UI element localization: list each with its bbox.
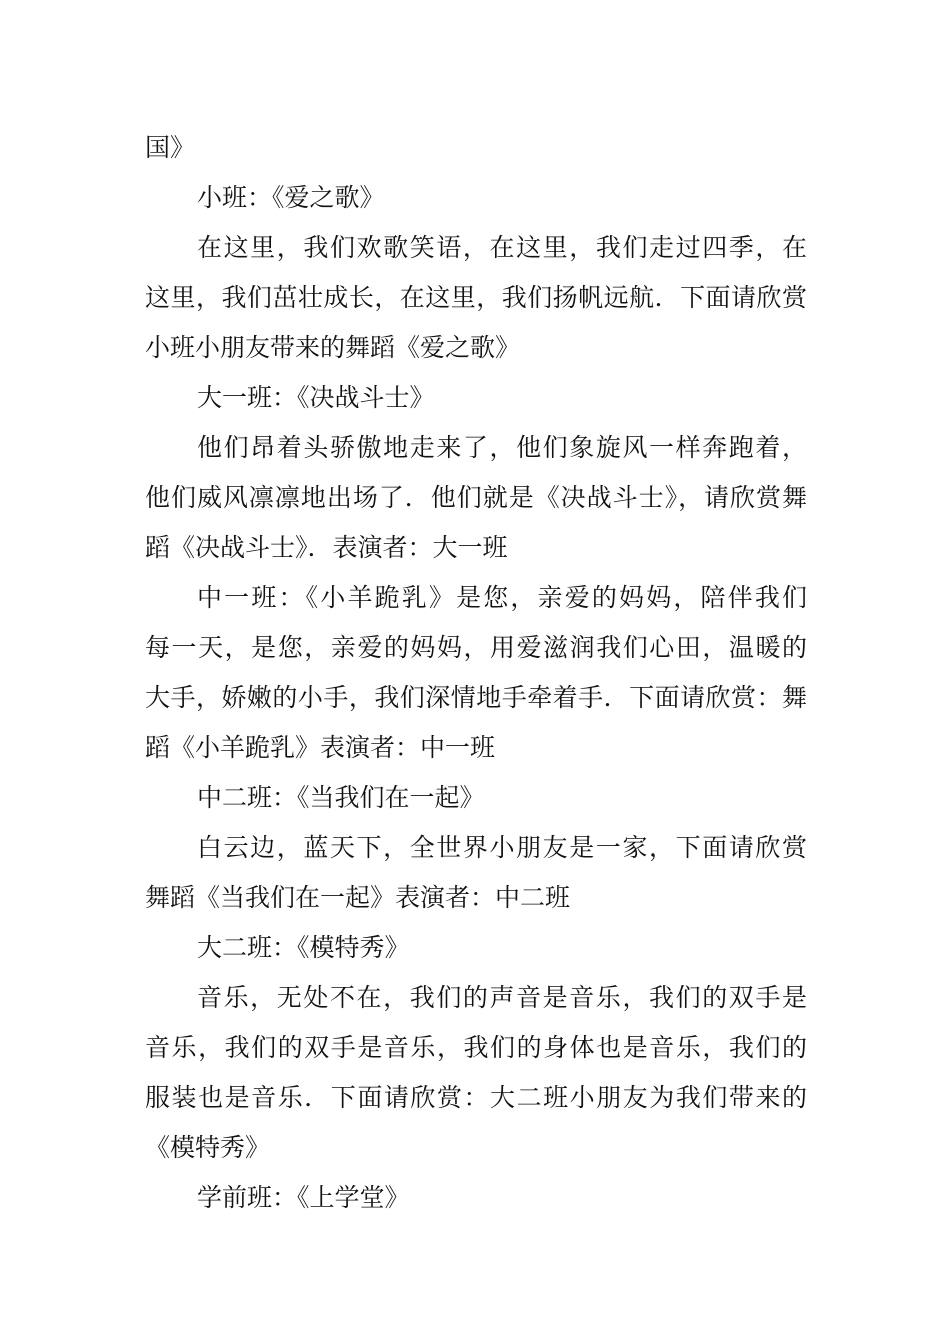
section-heading: 小班：《爱之歌》 xyxy=(197,183,385,212)
text-line: 《模特秀》 xyxy=(145,1133,271,1162)
text-line: 蹈《决战斗士》．表演者：大一班 xyxy=(145,533,508,562)
text-line: 这里，我们茁壮成长，在这里，我们扬帆远航．下面请欣赏 xyxy=(145,283,807,312)
text-line: 每一天，是您，亲爱的妈妈，用爱滋润我们心田，温暖的 xyxy=(145,633,807,662)
text-line: 他们威风凛凛地出场了．他们就是《决战斗士》，请欣赏舞 xyxy=(145,483,807,512)
section-heading: 大二班：《模特秀》 xyxy=(197,933,410,962)
text-line: 大手，娇嫩的小手，我们深情地手牵着手．下面请欣赏：舞 xyxy=(145,683,807,712)
text-line: 小班小朋友带来的舞蹈《爱之歌》 xyxy=(145,333,521,362)
document-body xyxy=(145,123,807,1223)
text-line: 白云边，蓝天下，全世界小朋友是一家，下面请欣赏 xyxy=(197,833,807,862)
text-line: 他们昂着头骄傲地走来了，他们象旋风一样奔跑着， xyxy=(197,433,807,462)
text-line: 国》 xyxy=(145,133,196,162)
section-heading: 中二班：《当我们在一起》 xyxy=(197,783,485,812)
text-line: 音乐，无处不在，我们的声音是音乐，我们的双手是 xyxy=(197,983,807,1012)
text-line: 中一班：《小羊跪乳》是您，亲爱的妈妈，陪伴我们 xyxy=(197,583,807,612)
section-heading: 学前班：《上学堂》 xyxy=(197,1183,410,1212)
text-line: 服装也是音乐．下面请欣赏：大二班小朋友为我们带来的 xyxy=(145,1083,807,1112)
text-line: 音乐，我们的双手是音乐，我们的身体也是音乐，我们的 xyxy=(145,1033,807,1062)
text-line: 蹈《小羊跪乳》表演者：中一班 xyxy=(145,733,496,762)
text-line: 在这里，我们欢歌笑语，在这里，我们走过四季，在 xyxy=(197,233,807,262)
section-heading: 大一班：《决战斗士》 xyxy=(197,383,435,412)
text-line: 舞蹈《当我们在一起》表演者：中二班 xyxy=(145,883,571,912)
